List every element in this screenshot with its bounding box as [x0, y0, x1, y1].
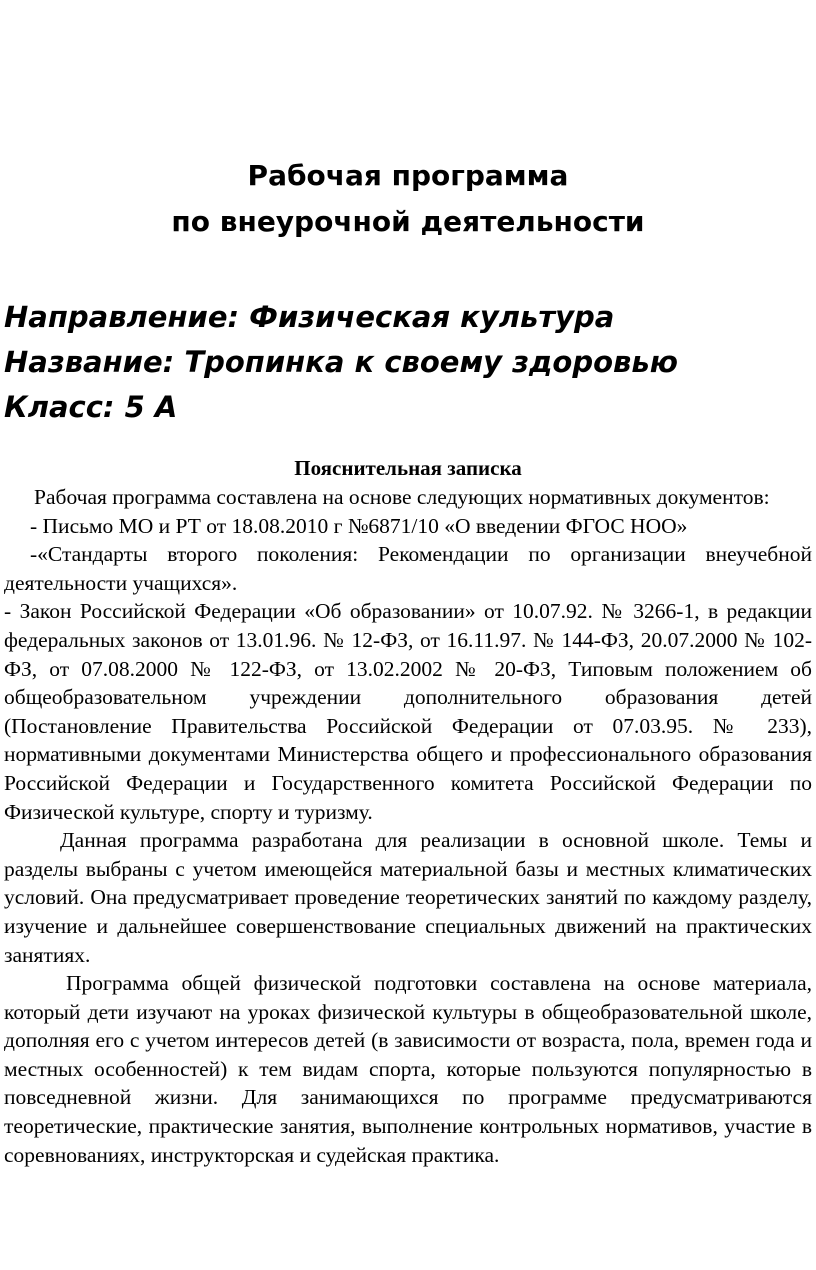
direction-line: Направление: Физическая культура — [4, 300, 615, 334]
program-subtitle: по внеурочной деятельности — [171, 205, 645, 238]
class-line: Класс: 5 А — [4, 390, 178, 424]
paragraph-law: - Закон Российской Федерации «Об образовании» от 10.07.92. № 3266-1, в редакции федеральных законов от 13.01.96. № 12-ФЗ, от 16.11.97. № 144-ФЗ, 20.07.2000 № 102-ФЗ, от 07.08.2000 № 122-ФЗ, от 13.02.2002 № 20-ФЗ, Типовым положением об общеобразовательном учреждении дополнительного образования детей (Постановление Правительства Российской Федерации от 07.03.95. № 233), нормативными документами Министерства общего и профессионального образования Российской Федерации и Государственного комитета Российской Федерации по Физической культуре, спорту и туризму. — [4, 599, 812, 824]
explanatory-note-body — [4, 483, 812, 1169]
paragraph-general-training: Программа общей физической подготовки составлена на основе материала, который дети изучают на уроках физической культуры в общеобразовательной школе, дополняя его с учетом интересов детей (в зависимости от возраста, пола, времен года и местных особенностей) к тем видам спорта, которые пользуются популярностью в повседневной жизни. Для занимающихся по программе предусматриваются теоретические, практические занятия, выполнение контрольных нормативов, участие в соревнованиях, инструкторская и судейская практика. — [4, 971, 812, 1167]
paragraph-intro: Рабочая программа составлена на основе следующих нормативных документов: — [34, 485, 770, 509]
section-heading: Пояснительная записка — [294, 456, 522, 480]
paragraph-standards: -«Стандарты второго поколения: Рекомендации по организации внеучебной деятельности учащихся». — [4, 542, 812, 595]
name-line: Название: Тропинка к своему здоровью — [4, 345, 678, 379]
paragraph-program: Данная программа разработана для реализации в основной школе. Темы и разделы выбраны с учетом имеющейся материальной базы и местных климатических условий. Она предусматривает проведение теоретических занятий по каждому разделу, изучение и дальнейшее совершенствование специальных движений на практических занятиях. — [4, 828, 812, 967]
paragraph-letter: - Письмо МО и РТ от 18.08.2010 г №6871/10 «О введении ФГОС НОО» — [30, 513, 688, 538]
program-title: Рабочая программа — [247, 159, 569, 192]
